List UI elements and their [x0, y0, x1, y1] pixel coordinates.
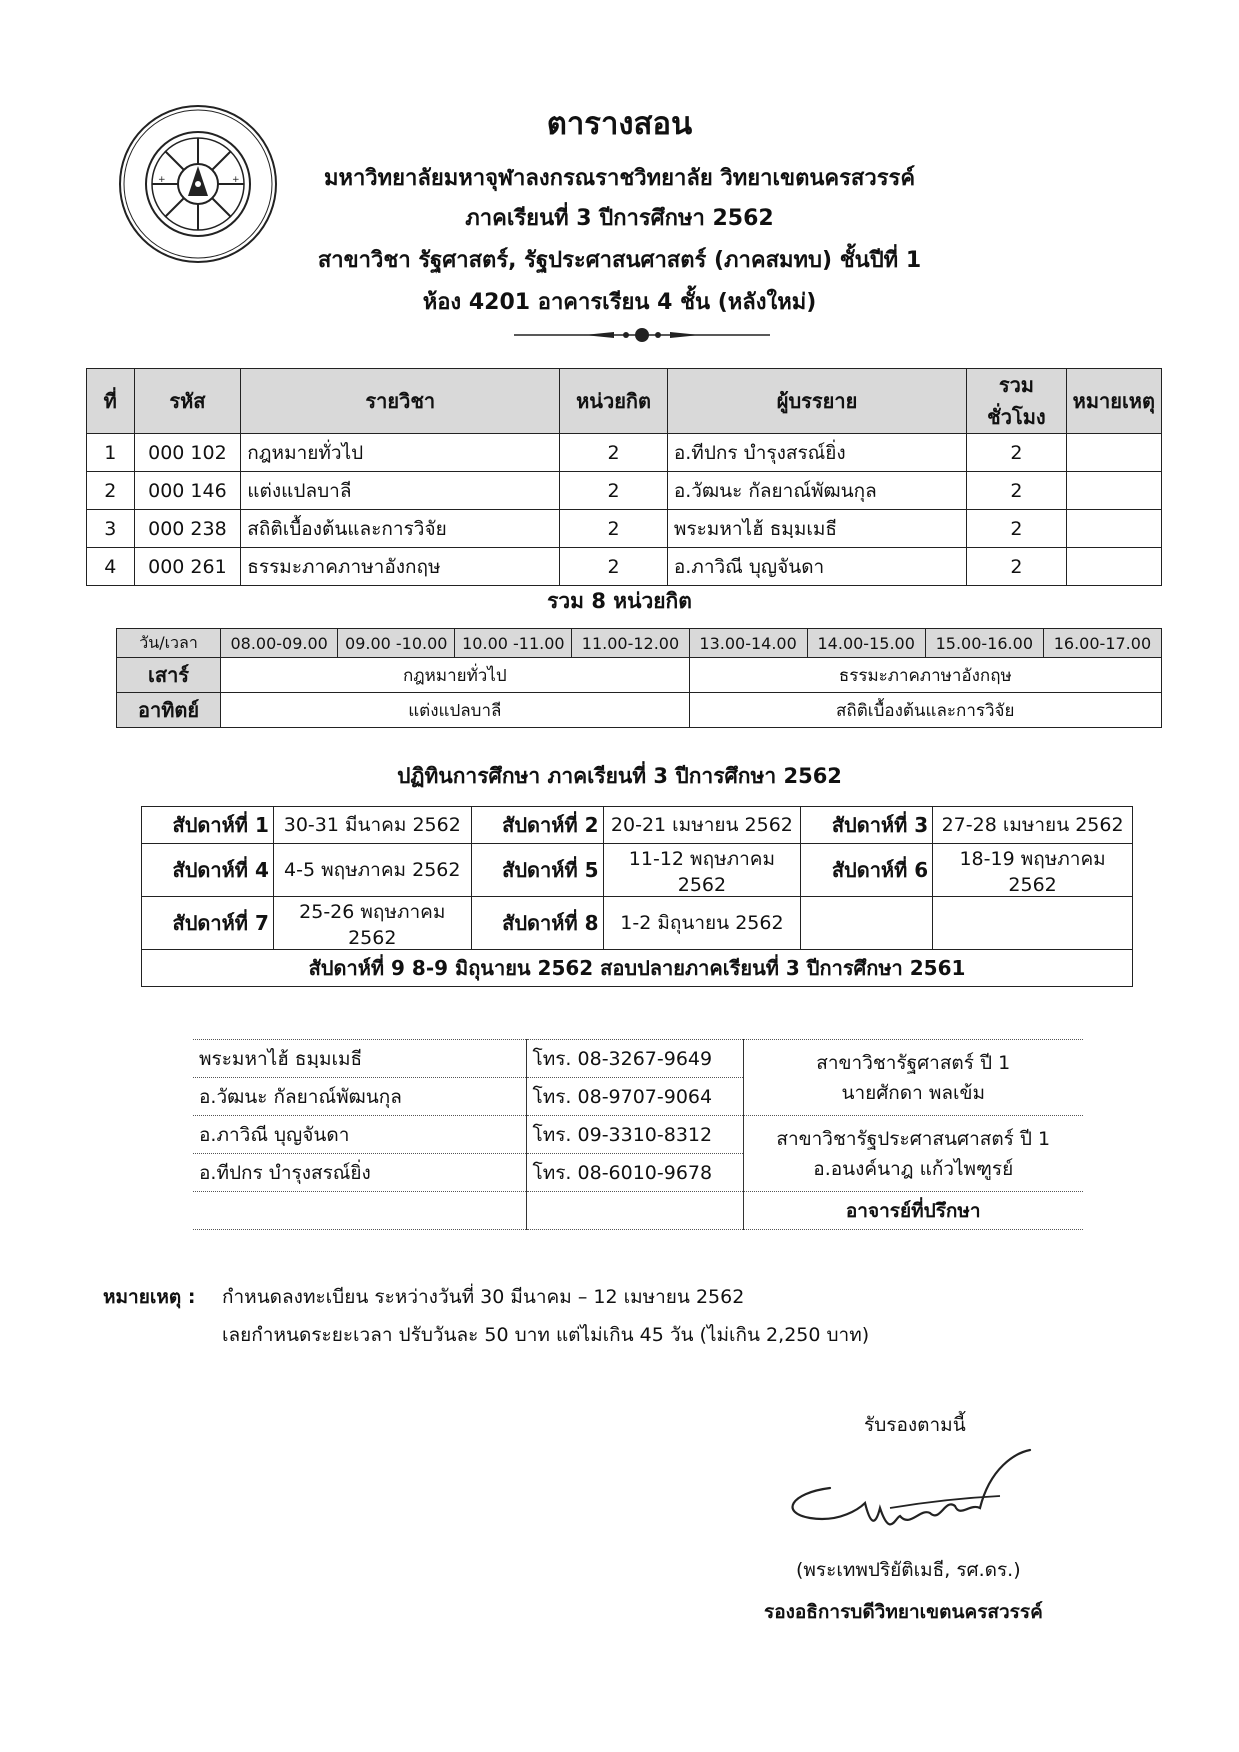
contact-row [193, 1116, 1083, 1154]
time-slot: 16.00-17.00 [1043, 629, 1161, 658]
calendar-row [142, 844, 1133, 897]
week-date: 18-19 พฤษภาคม 2562 [933, 844, 1133, 897]
certification-text: รับรองตามนี้ [864, 1414, 966, 1436]
time-slot: 14.00-15.00 [807, 629, 925, 658]
timetable-header-row [117, 629, 1162, 658]
contact-name: พระมหาไฮ้ ธมฺมเมธี [193, 1040, 526, 1078]
total-credits: รวม 8 หน่วยกิต [547, 589, 692, 613]
remarks-line-2: เลยกำหนดระยะเวลา ปรับวันละ 50 บาท แต่ไม่เกิน 45 วัน (ไม่เกิน 2,250 บาท) [222, 1324, 870, 1346]
week-date: 30-31 มีนาคม 2562 [273, 807, 471, 844]
semester-line: ภาคเรียนที่ 3 ปีการศึกษา 2562 [465, 206, 774, 231]
week-label: สัปดาห์ที่ 1 [142, 807, 274, 844]
contact-name: อ.ภาวิณี บุญจันดา [193, 1116, 526, 1154]
advisor-name: นายศักดา พลเข้ม [841, 1081, 986, 1104]
course-name: กฎหมายทั่วไป [241, 434, 560, 472]
contact-name: อ.ทีปกร บำรุงสรณ์ยิ่ง [193, 1154, 526, 1192]
week-date: 25-26 พฤษภาคม 2562 [273, 897, 471, 950]
course-hours: 2 [967, 510, 1066, 548]
calendar-row [142, 897, 1133, 950]
course-remark [1066, 510, 1161, 548]
col-header-no: ที่ [87, 369, 135, 434]
course-code: 000 238 [134, 510, 241, 548]
course-remark [1066, 548, 1161, 586]
week-label: สัปดาห์ที่ 3 [801, 807, 933, 844]
table-row [87, 434, 1162, 472]
timetable-row [117, 658, 1162, 693]
svg-text:+: + [232, 175, 240, 185]
time-slot: 08.00-09.00 [221, 629, 338, 658]
course-credits: 2 [560, 510, 668, 548]
time-slot: 09.00 -10.00 [338, 629, 455, 658]
courses-table [86, 368, 1162, 586]
week-date: 11-12 พฤษภาคม 2562 [603, 844, 801, 897]
week-label: สัปดาห์ที่ 7 [142, 897, 274, 950]
time-slot: 10.00 -11.00 [455, 629, 572, 658]
week-date: 4-5 พฤษภาคม 2562 [273, 844, 471, 897]
col-header-remark: หมายเหตุ [1066, 369, 1161, 434]
week-date: 27-28 เมษายน 2562 [933, 807, 1133, 844]
day-label: เสาร์ [117, 658, 221, 693]
course-code: 000 146 [134, 472, 241, 510]
course-remark [1066, 434, 1161, 472]
course-hours: 2 [967, 548, 1066, 586]
signature [770, 1448, 1050, 1552]
week-date: 1-2 มิถุนายน 2562 [603, 897, 801, 950]
col-header-subject: รายวิชา [241, 369, 560, 434]
contact-phone: โทร. 09-3310-8312 [526, 1116, 743, 1154]
afternoon-class: ธรรมะภาคภาษาอังกฤษ [689, 658, 1161, 693]
table-row [87, 472, 1162, 510]
calendar-row [142, 807, 1133, 844]
time-slot: 13.00-14.00 [689, 629, 807, 658]
course-no: 3 [87, 510, 135, 548]
col-header-hours: รวมชั่วโมง [967, 369, 1066, 434]
advisor-label: อาจารย์ที่ปรึกษา [743, 1192, 1083, 1230]
course-credits: 2 [560, 434, 668, 472]
col-header-lecturer: ผู้บรรยาย [667, 369, 966, 434]
empty-cell [526, 1192, 743, 1230]
week-label: สัปดาห์ที่ 8 [471, 897, 603, 950]
col-header-code: รหัส [134, 369, 241, 434]
program-line: สาขาวิชา รัฐศาสตร์, รัฐประศาสนศาสตร์ (ภาคสมทบ) ชั้นปีที่ 1 [317, 248, 922, 273]
course-no: 2 [87, 472, 135, 510]
course-credits: 2 [560, 548, 668, 586]
week-label: สัปดาห์ที่ 2 [471, 807, 603, 844]
page-title: ตารางสอน [546, 106, 693, 142]
remarks-line-1: กำหนดลงทะเบียน ระหว่างวันที่ 30 มีนาคม – 12 เมษายน 2562 [222, 1286, 745, 1308]
course-hours: 2 [967, 434, 1066, 472]
week-label: สัปดาห์ที่ 5 [471, 844, 603, 897]
ornament-divider [514, 325, 770, 349]
table-row [87, 548, 1162, 586]
svg-text:+: + [158, 175, 166, 185]
course-credits: 2 [560, 472, 668, 510]
academic-calendar [141, 806, 1133, 987]
week-date: 20-21 เมษายน 2562 [603, 807, 801, 844]
table-row [87, 510, 1162, 548]
day-time-corner: วัน/เวลา [117, 629, 221, 658]
advisor-block [743, 1116, 1083, 1192]
course-lecturer: อ.วัฒนะ กัลยาณ์พัฒนกุล [667, 472, 966, 510]
day-label: อาทิตย์ [117, 693, 221, 728]
room-line: ห้อง 4201 อาคารเรียน 4 ชั้น (หลังใหม่) [422, 290, 817, 315]
course-remark [1066, 472, 1161, 510]
course-hours: 2 [967, 472, 1066, 510]
empty-cell [801, 897, 933, 950]
weekly-timetable [116, 628, 1162, 728]
calendar-title: ปฏิทินการศึกษา ภาคเรียนที่ 3 ปีการศึกษา 2562 [397, 764, 842, 788]
university-name: มหาวิทยาลัยมหาจุฬาลงกรณราชวิทยาลัย วิทยาเขตนครสวรรค์ [323, 166, 916, 191]
contact-row [193, 1040, 1083, 1078]
morning-class: กฎหมายทั่วไป [221, 658, 689, 693]
calendar-row [142, 950, 1133, 987]
course-name: สถิติเบื้องต้นและการวิจัย [241, 510, 560, 548]
course-code: 000 102 [134, 434, 241, 472]
course-name: แต่งแปลบาลี [241, 472, 560, 510]
week-label: สัปดาห์ที่ 6 [801, 844, 933, 897]
exam-week: สัปดาห์ที่ 9 8-9 มิถุนายน 2562 สอบปลายภาคเรียนที่ 3 ปีการศึกษา 2561 [142, 950, 1133, 987]
morning-class: แต่งแปลบาลี [221, 693, 689, 728]
course-no: 1 [87, 434, 135, 472]
contact-phone: โทร. 08-9707-9064 [526, 1078, 743, 1116]
col-header-credits: หน่วยกิต [560, 369, 668, 434]
course-name: ธรรมะภาคภาษาอังกฤษ [241, 548, 560, 586]
contact-phone: โทร. 08-6010-9678 [526, 1154, 743, 1192]
week-label: สัปดาห์ที่ 4 [142, 844, 274, 897]
advisor-block [743, 1040, 1083, 1116]
contact-name: อ.วัฒนะ กัลยาณ์พัฒนกุล [193, 1078, 526, 1116]
signer-name: (พระเทพปริยัติเมธี, รศ.ดร.) [796, 1559, 1021, 1581]
course-lecturer: พระมหาไฮ้ ธมฺมเมธี [667, 510, 966, 548]
course-lecturer: อ.ภาวิณี บุญจันดา [667, 548, 966, 586]
empty-cell [933, 897, 1133, 950]
contact-row [193, 1192, 1083, 1230]
remarks-label: หมายเหตุ : [103, 1286, 196, 1308]
contacts-table [193, 1039, 1083, 1230]
timetable-row [117, 693, 1162, 728]
course-no: 4 [87, 548, 135, 586]
time-slot: 11.00-12.00 [572, 629, 689, 658]
course-code: 000 261 [134, 548, 241, 586]
courses-header-row [87, 369, 1162, 434]
empty-cell [193, 1192, 526, 1230]
advisor-name: อ.อนงค์นาฎ แก้วไพฑูรย์ [813, 1157, 1014, 1180]
contact-phone: โทร. 08-3267-9649 [526, 1040, 743, 1078]
afternoon-class: สถิติเบื้องต้นและการวิจัย [689, 693, 1161, 728]
advisor-program: สาขาวิชารัฐศาสตร์ ปี 1 [816, 1051, 1011, 1074]
time-slot: 15.00-16.00 [925, 629, 1043, 658]
signer-position: รองอธิการบดีวิทยาเขตนครสวรรค์ [764, 1601, 1043, 1623]
advisor-program: สาขาวิชารัฐประศาสนศาสตร์ ปี 1 [776, 1127, 1051, 1150]
course-lecturer: อ.ทีปกร บำรุงสรณ์ยิ่ง [667, 434, 966, 472]
